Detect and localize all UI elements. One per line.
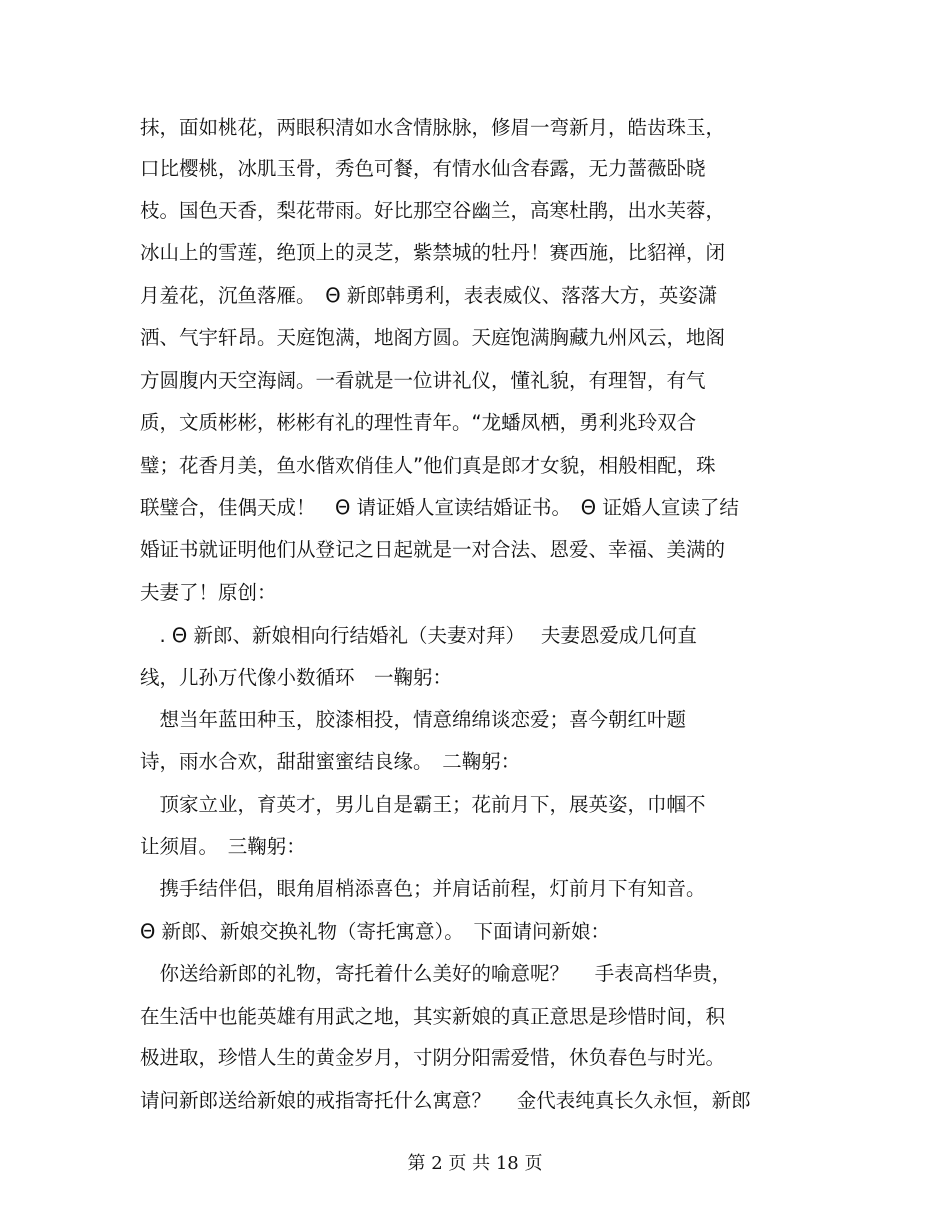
text-line: 质，文质彬彬，彬彬有礼的理性青年。“龙蟠凤栖，勇利兆玲双合: [140, 411, 697, 434]
text-line: 枝。国色天香，梨花带雨。好比那空谷幽兰，高寒杜鹃，出水芙蓉，: [140, 199, 726, 222]
text-line: 想当年蓝田种玉，胶漆相投，情意绵绵谈恋爱；喜今朝红叶题: [140, 708, 687, 731]
text-line: 冰山上的雪莲，绝顶上的灵芝，紫禁城的牡丹！赛西施，比貂禅，闭: [140, 241, 726, 264]
text-line: 联璧合，佳偶天成！ Θ 请证婚人宣读结婚证书。 Θ 证婚人宣读了结: [140, 496, 739, 519]
text-line: 方圆腹内天空海阔。一看就是一位讲礼仪，懂礼貌，有理智，有气: [140, 369, 706, 392]
text-line: 璧；花香月美，鱼水偕欢俏佳人”他们真是郎才女貌，相般相配，珠: [140, 454, 716, 477]
text-line: 携手结伴侣，眼角眉梢添喜色；并肩话前程，灯前月下有知音。: [140, 877, 706, 900]
text-line: 线，儿孙万代像小数循环 一鞠躬：: [140, 666, 453, 689]
text-line: 请问新郎送给新娘的戒指寄托什么寓意？ 金代表纯真长久永恒，新郎: [140, 1089, 751, 1112]
text-line: 在生活中也能英雄有用武之地，其实新娘的真正意思是珍惜时间，积: [140, 1005, 726, 1028]
text-line: 口比樱桃，冰肌玉骨，秀色可餐，有情水仙含春露，无力蔷薇卧晓: [140, 157, 706, 180]
page-footer: 第 2 页 共 18 页: [407, 1153, 543, 1174]
text-line: 夫妻了！原创：: [140, 581, 277, 604]
text-line: 洒、气宇轩昂。天庭饱满，地阁方圆。天庭饱满胸藏九州风云，地阁: [140, 326, 726, 349]
text-line: 你送给新郎的礼物，寄托着什么美好的喻意呢？ 手表高档华贵，: [140, 962, 732, 985]
text-line: . Θ 新郎、新娘相向行结婚礼（夫妻对拜） 夫妻恩爱成几何直: [140, 624, 697, 647]
text-line: 抹，面如桃花，两眼积清如水含情脉脉，修眉一弯新月，皓齿珠玉，: [140, 116, 726, 139]
text-line: 月羞花，沉鱼落雁。 Θ 新郎韩勇利，表表威仪、落落大方，英姿潇: [140, 284, 718, 307]
text-line: 婚证书就证明他们从登记之日起就是一对合法、恩爱、幸福、美满的: [140, 538, 726, 561]
text-line: 让须眉。 三鞠躬：: [140, 835, 306, 858]
text-line: 诗，雨水合欢，甜甜蜜蜜结良缘。 二鞠躬：: [140, 750, 521, 773]
text-line: Θ 新郎、新娘交换礼物（寄托寓意）。 下面请问新娘：: [140, 920, 611, 943]
text-line: 顶家立业，育英才，男儿自是霸王；花前月下，展英姿，巾帼不: [140, 793, 706, 816]
text-line: 极进取，珍惜人生的黄金岁月，寸阴分阳需爱惜，休负春色与时光。: [140, 1046, 726, 1069]
